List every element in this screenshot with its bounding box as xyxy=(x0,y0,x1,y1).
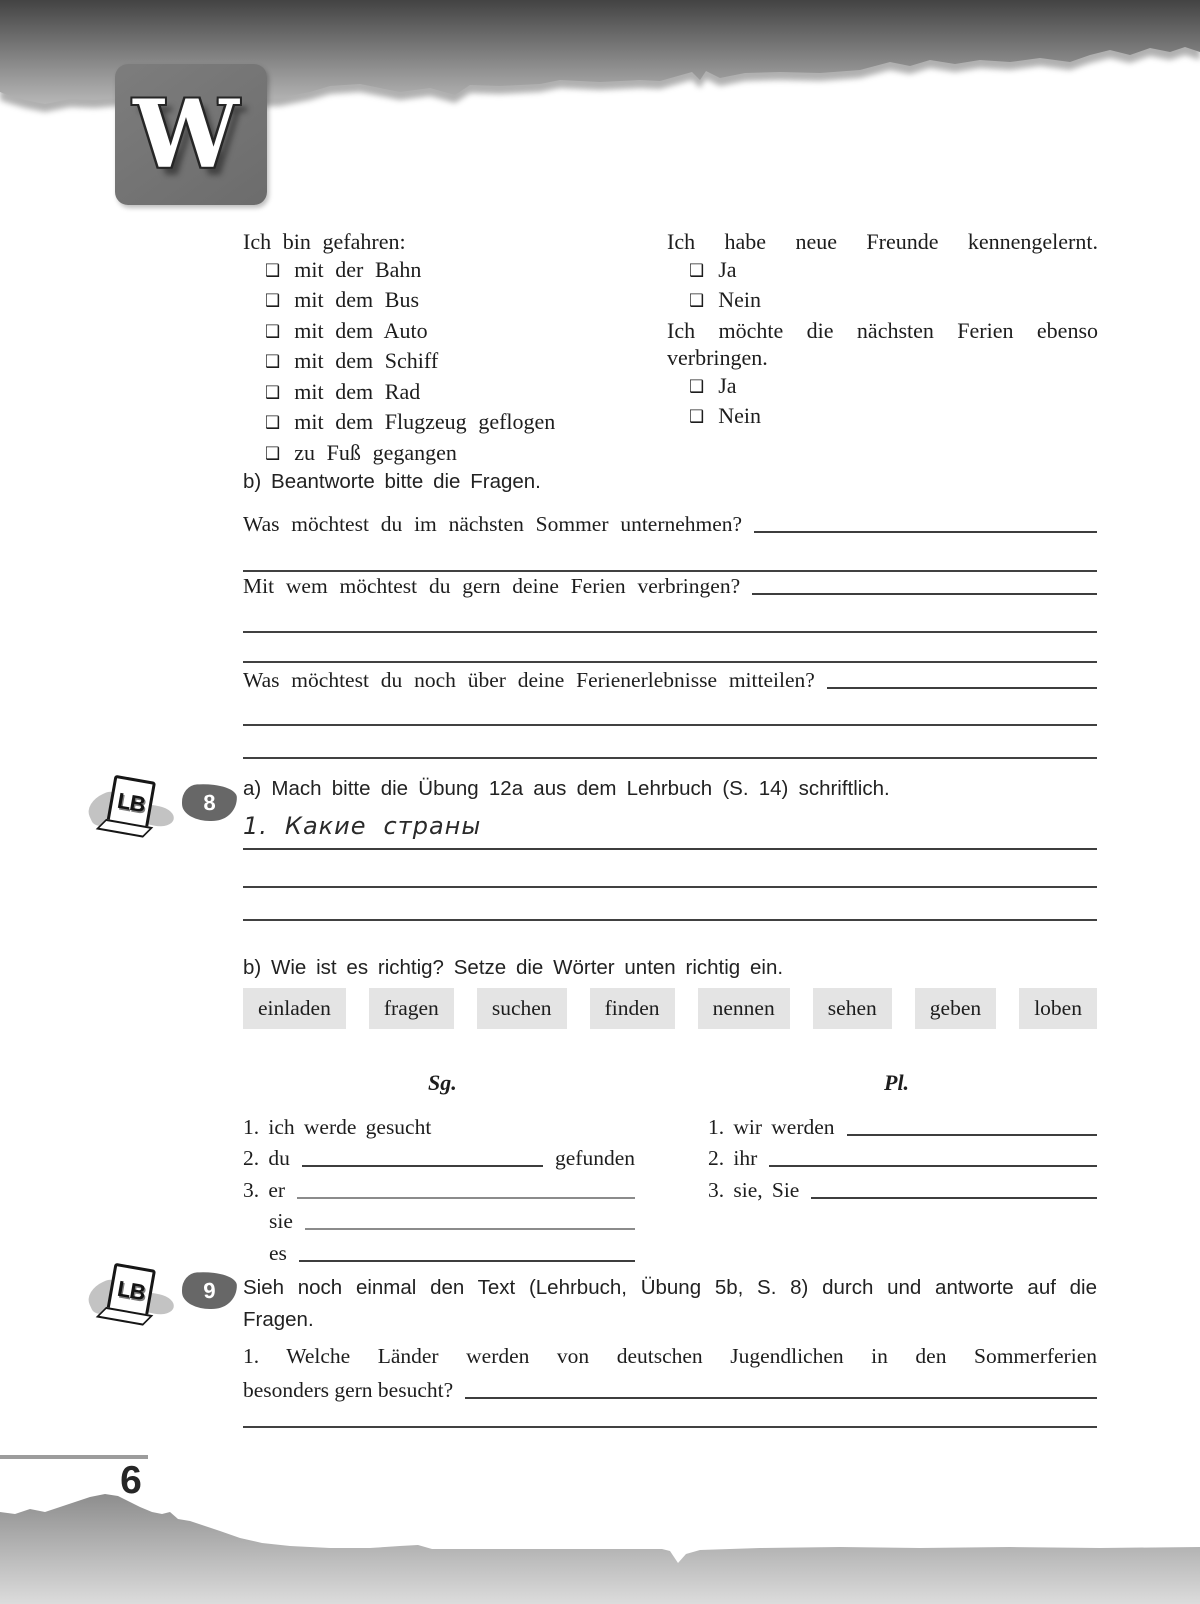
plural-header: Pl. xyxy=(884,1070,910,1095)
checkbox-icon[interactable]: ❑ xyxy=(689,291,705,311)
exercise-9-badge: 9 xyxy=(181,1271,237,1310)
conjugation-row xyxy=(243,1171,635,1203)
checkbox-icon[interactable]: ❑ xyxy=(265,321,281,342)
checkbox-icon[interactable]: ❑ xyxy=(265,352,281,372)
answer-blank[interactable] xyxy=(811,1197,1097,1199)
conjugation-text: 3. sie, Sie xyxy=(708,1177,800,1202)
checkbox-label: mit dem Bus xyxy=(294,287,420,312)
checkbox-icon[interactable]: ❑ xyxy=(689,260,705,281)
answer-blank[interactable] xyxy=(752,593,1097,595)
singular-column xyxy=(243,1108,635,1266)
answer-blank[interactable] xyxy=(302,1165,543,1167)
checkbox-item xyxy=(667,256,1098,287)
checkbox-label: Nein xyxy=(718,287,762,312)
checkbox-label: mit der Bahn xyxy=(294,256,422,282)
answer-line[interactable] xyxy=(243,1426,1097,1428)
question-text: Was möchtest du noch über deine Ferienerlebnisse mitteilen? xyxy=(243,668,815,692)
checkbox-item xyxy=(667,402,1098,433)
conjugation-row xyxy=(243,1234,635,1266)
exercise-9-instruction-line1: Sieh noch einmal den Text (Lehrbuch, Übung 5b, S. 8) durch und antworte auf die xyxy=(243,1276,1097,1299)
answer-line[interactable] xyxy=(243,631,1097,633)
conjugation-row xyxy=(708,1171,1097,1203)
answer-line[interactable] xyxy=(243,570,1097,572)
conjugation-text: sie xyxy=(269,1209,293,1233)
checkbox-label: mit dem Rad xyxy=(294,378,421,404)
lehrbuch-book-icon: LB xyxy=(106,1263,156,1320)
checkbox-icon[interactable]: ❑ xyxy=(265,291,281,311)
exercise-8-badge: 8 xyxy=(181,783,237,822)
lehrbuch-icon xyxy=(88,776,184,838)
torn-paper-footer xyxy=(0,1492,1200,1604)
survey-travel-column xyxy=(243,228,667,469)
word-bank-item: einladen xyxy=(243,988,346,1029)
conjugation-text: 2. du xyxy=(243,1146,290,1170)
answer-line[interactable] xyxy=(243,886,1097,888)
checkbox-item xyxy=(667,372,1098,403)
checkbox-item xyxy=(243,256,667,287)
chapter-logo-letter: W xyxy=(133,80,239,190)
checkbox-item xyxy=(243,317,667,348)
handwritten-answer-row[interactable] xyxy=(243,812,1097,850)
word-bank-item: suchen xyxy=(477,988,567,1029)
checkbox-item xyxy=(243,439,667,470)
answer-blank[interactable] xyxy=(847,1134,1097,1136)
answer-blank[interactable] xyxy=(465,1397,1097,1399)
answer-line[interactable] xyxy=(243,919,1097,921)
word-bank-item: nennen xyxy=(698,988,790,1029)
word-bank-item: fragen xyxy=(369,988,454,1029)
chapter-logo-box xyxy=(115,64,267,205)
checkbox-item xyxy=(243,286,667,317)
survey-question-1: Ich habe neue Freunde kennengelernt. xyxy=(667,229,1098,254)
conjugation-row xyxy=(708,1140,1097,1172)
survey-question-2-line2: verbringen. xyxy=(667,345,768,370)
exercise-9-question-line1: 1. Welche Länder werden von deutschen Jugendlichen in den Sommerferien xyxy=(243,1344,1097,1368)
checkbox-item xyxy=(243,378,667,409)
survey-friends-column xyxy=(667,228,1098,433)
question-row xyxy=(243,1378,1097,1403)
checkbox-label: Ja xyxy=(718,256,737,282)
checkbox-icon[interactable]: ❑ xyxy=(265,382,281,403)
checkbox-icon[interactable]: ❑ xyxy=(689,407,705,427)
singular-header: Sg. xyxy=(428,1070,457,1095)
question-row xyxy=(243,512,1097,537)
exercise-9-question-line2: besonders gern besucht? xyxy=(243,1378,454,1402)
conjugation-text: 1. ich werde gesucht xyxy=(243,1114,432,1139)
checkbox-icon[interactable]: ❑ xyxy=(689,376,705,397)
question-row xyxy=(243,668,1097,693)
lehrbuch-book-icon: LB xyxy=(106,775,156,832)
answer-line[interactable] xyxy=(243,724,1097,726)
word-bank xyxy=(243,988,1097,1029)
answer-blank[interactable] xyxy=(299,1260,635,1262)
conjugation-text: 3. er xyxy=(243,1177,286,1202)
checkbox-label: mit dem Auto xyxy=(294,317,428,343)
conjugation-row xyxy=(243,1203,635,1235)
conjugation-text: gefunden xyxy=(555,1146,635,1170)
answer-blank[interactable] xyxy=(305,1228,635,1230)
page-number: 6 xyxy=(120,1459,142,1502)
handwritten-answer: 1. Какие страны xyxy=(243,812,482,840)
conjugation-text: es xyxy=(269,1240,287,1265)
answer-blank[interactable] xyxy=(827,687,1097,689)
conjugation-text: 2. ihr xyxy=(708,1146,758,1170)
section-b-instruction: b) Beantworte bitte die Fragen. xyxy=(243,470,541,493)
survey-travel-title: Ich bin gefahren: xyxy=(243,229,406,254)
checkbox-item xyxy=(243,347,667,378)
answer-blank[interactable] xyxy=(297,1197,635,1199)
checkbox-label: mit dem Schiff xyxy=(294,348,439,373)
checkbox-label: Nein xyxy=(718,403,762,428)
checkbox-icon[interactable]: ❑ xyxy=(265,443,281,464)
checkbox-icon[interactable]: ❑ xyxy=(265,413,281,433)
word-bank-item: finden xyxy=(590,988,675,1029)
checkbox-item xyxy=(667,286,1098,317)
word-bank-item: loben xyxy=(1019,988,1097,1029)
plural-column xyxy=(708,1108,1097,1203)
checkbox-label: Ja xyxy=(718,372,737,398)
exercise-8b-instruction: b) Wie ist es richtig? Setze die Wörter unten richtig ein. xyxy=(243,956,784,979)
conjugation-row xyxy=(708,1108,1097,1140)
survey-question-2-line1: Ich möchte die nächsten Ferien ebenso xyxy=(667,317,1098,343)
word-bank-item: sehen xyxy=(813,988,892,1029)
lehrbuch-icon xyxy=(88,1264,184,1326)
exercise-8a-instruction: a) Mach bitte die Übung 12a aus dem Lehrbuch (S. 14) schriftlich. xyxy=(243,777,890,800)
answer-blank[interactable] xyxy=(754,531,1097,533)
word-bank-item: geben xyxy=(915,988,996,1029)
question-text: Was möchtest du im nächsten Sommer unternehmen? xyxy=(243,512,743,536)
checkbox-label: mit dem Flugzeug geflogen xyxy=(294,409,556,434)
conjugation-row xyxy=(243,1140,635,1172)
exercise-9-instruction-line2: Fragen. xyxy=(243,1308,314,1331)
answer-blank[interactable] xyxy=(769,1165,1097,1167)
answer-line[interactable] xyxy=(243,757,1097,759)
conjugation-text: 1. wir werden xyxy=(708,1114,835,1139)
conjugation-row xyxy=(243,1108,635,1140)
question-row xyxy=(243,574,1097,599)
checkbox-icon[interactable]: ❑ xyxy=(265,260,281,281)
answer-line[interactable] xyxy=(243,661,1097,663)
checkbox-label: zu Fuß gegangen xyxy=(294,439,457,465)
checkbox-item xyxy=(243,408,667,439)
question-text: Mit wem möchtest du gern deine Ferien verbringen? xyxy=(243,574,741,598)
